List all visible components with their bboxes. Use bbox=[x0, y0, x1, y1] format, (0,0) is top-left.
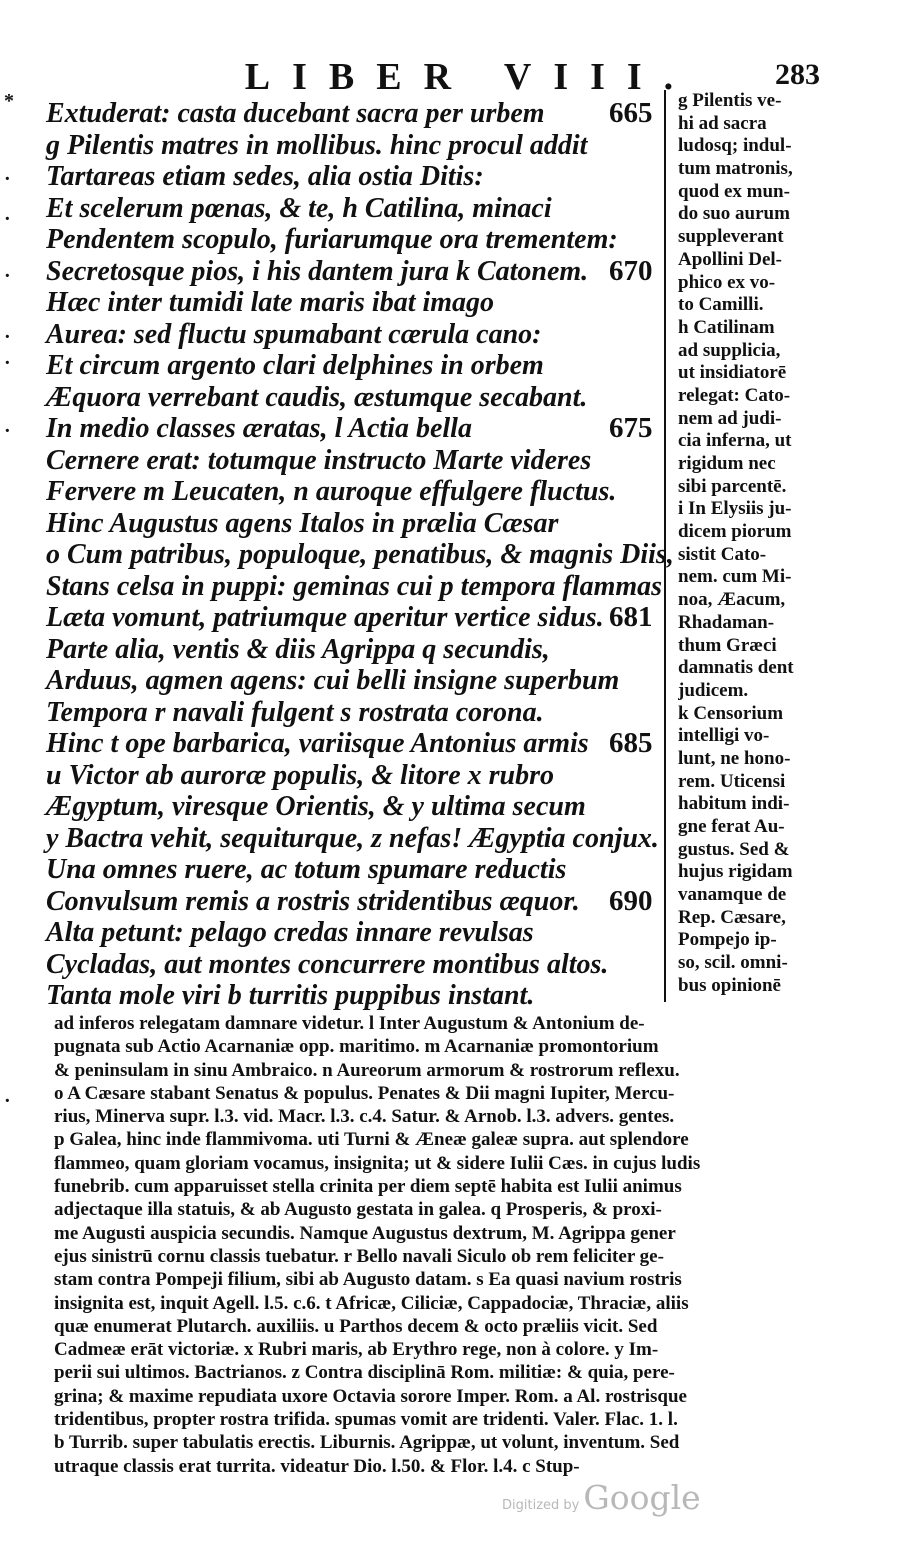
sidenote-line: do suo aurum bbox=[678, 203, 790, 225]
google-logo: Google bbox=[583, 1478, 701, 1517]
verse-line bbox=[46, 854, 666, 886]
footnote-line: pugnata sub Actio Acarnaniæ opp. maritimo. m Acarnaniæ promontorium bbox=[54, 1036, 659, 1058]
footnote-line: funebrib. cum apparuisset stella crinita per diem septē habita est Iulii animus bbox=[54, 1176, 682, 1198]
footnote-line: o A Cæsare stabant Senatus & populus. Penates & Dii magni Iupiter, Mercu- bbox=[54, 1082, 675, 1104]
line-number: 665 bbox=[609, 97, 653, 129]
footnote-line: adjectaque illa statuis, & ab Augusto gestata in galea. q Prosperis, & proxi- bbox=[54, 1199, 662, 1221]
sidenote-line: i In Elysiis ju- bbox=[678, 498, 792, 520]
verse-text: u Victor ab auroræ populis, & litore x rubro bbox=[46, 759, 555, 791]
sidenote-line: g Pilentis ve- bbox=[678, 90, 782, 111]
verse-line bbox=[46, 539, 674, 571]
sidenote-line: judicem. bbox=[678, 679, 749, 701]
sidenote-line: noa, Æacum, bbox=[678, 589, 786, 611]
verse-text: Stans celsa in puppi: geminas cui p tempora flammas bbox=[46, 570, 663, 602]
sidenote-line: dicem piorum bbox=[678, 521, 792, 543]
footnote-line: ejus sinistrū cornu classis tuebatur. r Bello navali Siculo ob rem feliciter ge- bbox=[54, 1245, 664, 1267]
line-number: 690 bbox=[609, 884, 653, 917]
verse-text: Alta petunt: pelago credas innare revulsas bbox=[46, 917, 534, 948]
verse-line bbox=[46, 760, 666, 792]
verse-line bbox=[46, 193, 666, 225]
verse-text: Parte alia, ventis & diis Agrippa q secundis, bbox=[46, 633, 550, 665]
sidenote-line: gne ferat Au- bbox=[678, 816, 785, 837]
verse-line bbox=[46, 130, 666, 162]
verse-text: Ægyptum, viresque Orientis, & y ultima secum bbox=[46, 791, 586, 822]
sidenote-line: h Catilinam bbox=[678, 316, 775, 338]
verse-text: Cycladas, aut montes concurrere montibus altos. bbox=[46, 948, 609, 980]
digitized-watermark bbox=[502, 1478, 701, 1517]
footnote-line: perii sui ultimos. Bactrianos. z Contra disciplinā Rom. militiæ: & quia, pere- bbox=[54, 1362, 675, 1384]
verse-line bbox=[46, 602, 666, 634]
sidenote-line: bus opinionē bbox=[678, 974, 781, 996]
footnotes-block bbox=[54, 1012, 820, 1478]
verse-line bbox=[46, 287, 666, 319]
verse-text: Arduus, agmen agens: cui belli insigne superbum bbox=[46, 665, 620, 696]
line-number: 685 bbox=[609, 727, 653, 759]
margin-mark: · bbox=[4, 168, 11, 190]
page-number: 283 bbox=[775, 58, 820, 91]
verse-text: Tanta mole viri b turritis puppibus instant. bbox=[46, 980, 535, 1011]
verse-line bbox=[46, 728, 666, 760]
sidenote-line: suppleverant bbox=[678, 226, 784, 248]
verse-text: Et scelerum pœnas, & te, h Catilina, minaci bbox=[46, 192, 552, 224]
footnote-line: Cadmeæ erāt victoriæ. x Rubri maris, ab Erythro rege, non à colore. y Im- bbox=[54, 1339, 659, 1361]
footnote-line: grina; & maxime repudiata uxore Octavia sorore Imper. Rom. a Al. rostrisque bbox=[54, 1385, 687, 1407]
verse-line bbox=[46, 917, 666, 949]
footnote-line: tridentibus, propter rostra trifida. spumas vomit are tridenti. Valer. Flac. 1. l. bbox=[54, 1409, 678, 1431]
verse-text: o Cum patribus, populoque, penatibus, & magnis Diis, bbox=[46, 539, 674, 570]
sidenote-line: sistit Cato- bbox=[678, 543, 767, 565]
verse-text: y Bactra vehit, sequiturque, z nefas! Ægyptia conjux. bbox=[46, 822, 659, 854]
margin-mark: · bbox=[4, 420, 11, 442]
verse-text: Hinc t ope barbarica, variisque Antonius armis bbox=[46, 728, 589, 759]
sidenote-line: nem ad judi- bbox=[678, 407, 782, 429]
sidenote-line: ut insidiatorē bbox=[678, 362, 787, 384]
sidenote-line: Rhadaman- bbox=[678, 611, 775, 633]
footnote-line: & peninsulam in sinu Ambraico. n Aureorum armorum & rostrorum reflexu. bbox=[54, 1059, 680, 1081]
verse-line bbox=[46, 319, 666, 351]
verse-text: Aurea: sed fluctu spumabant cærula cano: bbox=[46, 318, 542, 350]
footnote-line: flammeo, quam gloriam vocamus, insignita; ut & sidere Iulii Cæs. in cujus ludis bbox=[54, 1152, 701, 1174]
footnote-line: b Turrib. super tabulatis erectis. Liburnis. Agrippæ, ut volunt, inventum. Sed bbox=[54, 1432, 680, 1454]
footnote-line: insignita est, inquit Agell. l.5. c.6. t Africæ, Ciliciæ, Cappadociæ, Thraciæ, aliis bbox=[54, 1292, 689, 1314]
footnote-line: ad inferos relegatam damnare videtur. l Inter Augustum & Antonium de- bbox=[54, 1013, 645, 1034]
verse-text: g Pilentis matres in mollibus. hinc procul addit bbox=[46, 129, 588, 161]
verse-line bbox=[46, 949, 666, 981]
sidenote-line: Pompejo ip- bbox=[678, 929, 777, 951]
verse-text: Extuderat: casta ducebant sacra per urbem bbox=[46, 98, 545, 129]
sidenote-line: rem. Uticensi bbox=[678, 770, 786, 792]
verse-text: Convulsum remis a rostris stridentibus æquor. bbox=[46, 885, 580, 917]
sidenote-column bbox=[664, 90, 824, 1002]
verse-text: Hinc Augustus agens Italos in prælia Cæsar bbox=[46, 507, 559, 539]
verse-line bbox=[46, 476, 666, 508]
sidenote-line: ad supplicia, bbox=[678, 339, 781, 361]
verse-line bbox=[46, 445, 666, 477]
margin-mark: · bbox=[4, 352, 11, 374]
verse-line bbox=[46, 791, 666, 823]
verse-text: Secretosque pios, i his dantem jura k Catonem. bbox=[46, 255, 589, 287]
margin-mark: * bbox=[4, 90, 14, 112]
running-head: LIBER VIII. bbox=[244, 56, 696, 98]
sidenote-line: hujus rigidam bbox=[678, 861, 793, 883]
verse-line bbox=[46, 634, 666, 666]
sidenote-line: to Camilli. bbox=[678, 294, 764, 316]
footnote-line: quæ enumerat Plutarch. auxiliis. u Parthos decem & octo præliis vicit. Sed bbox=[54, 1315, 658, 1337]
verse-line bbox=[46, 256, 666, 288]
verse-line bbox=[46, 980, 666, 1012]
verse-text: In medio classes æratas, l Actia bella bbox=[46, 413, 472, 444]
sidenote-line: k Censorium bbox=[678, 702, 784, 724]
line-number: 681 bbox=[609, 601, 653, 633]
margin-mark: · bbox=[4, 326, 11, 348]
verse-line bbox=[46, 98, 666, 130]
margin-mark: · bbox=[4, 208, 11, 230]
footnote-line: stam contra Pompeji filium, sibi ab Augusto datam. s Ea quasi navium rostris bbox=[54, 1269, 682, 1291]
digitized-prefix: Digitized by bbox=[502, 1498, 580, 1513]
sidenote-line: Apollini Del- bbox=[678, 248, 782, 270]
verse-line bbox=[46, 823, 666, 855]
sidenote-line: relegat: Cato- bbox=[678, 384, 791, 406]
verse-line bbox=[46, 161, 666, 193]
sidenote-line: sibi parcentē. bbox=[678, 475, 787, 497]
verse-text: Hæc inter tumidi late maris ibat imago bbox=[46, 287, 495, 318]
sidenote-line: so, scil. omni- bbox=[678, 952, 788, 974]
verse-text: Tempora r navali fulgent s rostrata corona. bbox=[46, 696, 544, 728]
sidenote-line: vanamque de bbox=[678, 884, 787, 906]
sidenote-line: tum matronis, bbox=[678, 158, 793, 180]
verse-text: Et circum argento clari delphines in orbem bbox=[46, 350, 544, 381]
sidenote-line: nem. cum Mi- bbox=[678, 566, 792, 588]
footnote-line: utraque classis erat turrita. videatur Dio. l.50. & Flor. l.4. c Stup- bbox=[54, 1455, 580, 1477]
sidenote-line: Rep. Cæsare, bbox=[678, 906, 786, 928]
sidenote-line: quod ex mun- bbox=[678, 180, 790, 202]
footnote-line: rius, Minerva supr. l.3. vid. Macr. l.3. c.4. Satur. & Arnob. l.3. advers. gentes. bbox=[54, 1106, 675, 1128]
verse-text: Una omnes ruere, ac totum spumare reductis bbox=[46, 854, 567, 885]
sidenote-line: hi ad sacra bbox=[678, 112, 767, 134]
verse-line bbox=[46, 350, 666, 382]
line-number: 670 bbox=[609, 254, 653, 287]
verse-text: Pendentem scopulo, furiarumque ora trementem: bbox=[46, 224, 618, 255]
sidenote-line: gustus. Sed & bbox=[678, 838, 790, 860]
verse-text: Cernere erat: totumque instructo Marte videres bbox=[46, 444, 592, 476]
sidenote-line: lunt, ne hono- bbox=[678, 747, 791, 769]
sidenote-line: habitum indi- bbox=[678, 793, 790, 815]
sidenote-line: ludosq; indul- bbox=[678, 135, 792, 157]
sidenote-line: thum Græci bbox=[678, 634, 777, 656]
margin-mark: · bbox=[4, 265, 11, 287]
verse-block bbox=[46, 97, 674, 1012]
verse-line bbox=[46, 382, 666, 414]
verse-line bbox=[46, 697, 666, 729]
sidenote-line: phico ex vo- bbox=[678, 271, 776, 293]
verse-text: Fervere m Leucaten, n auroque effulgere fluctus. bbox=[46, 476, 617, 507]
margin-mark: · bbox=[4, 1090, 11, 1112]
sidenote-line: rigidum nec bbox=[678, 453, 776, 474]
line-number: 675 bbox=[609, 412, 653, 444]
verse-line bbox=[46, 413, 666, 445]
verse-line bbox=[46, 571, 666, 603]
verse-text: Tartareas etiam sedes, alia ostia Ditis: bbox=[46, 161, 484, 192]
sidenote-line: cia inferna, ut bbox=[678, 430, 792, 452]
verse-line bbox=[46, 665, 666, 697]
footnote-line: p Galea, hinc inde flammivoma. uti Turni & Æneæ galeæ supra. aut splendore bbox=[54, 1129, 689, 1151]
footnote-line: me Augusti auspicia secundis. Namque Augustus dextrum, M. Agrippa gener bbox=[54, 1222, 676, 1244]
verse-line bbox=[46, 508, 666, 540]
verse-line bbox=[46, 224, 666, 256]
verse-text: Læta vomunt, patriumque aperitur vertice sidus. bbox=[46, 602, 604, 633]
sidenote-line: damnatis dent bbox=[678, 657, 794, 679]
verse-text: Æquora verrebant caudis, æstumque secabant. bbox=[46, 381, 588, 413]
sidenote-line: intelligi vo- bbox=[678, 725, 770, 747]
verse-line bbox=[46, 886, 666, 918]
